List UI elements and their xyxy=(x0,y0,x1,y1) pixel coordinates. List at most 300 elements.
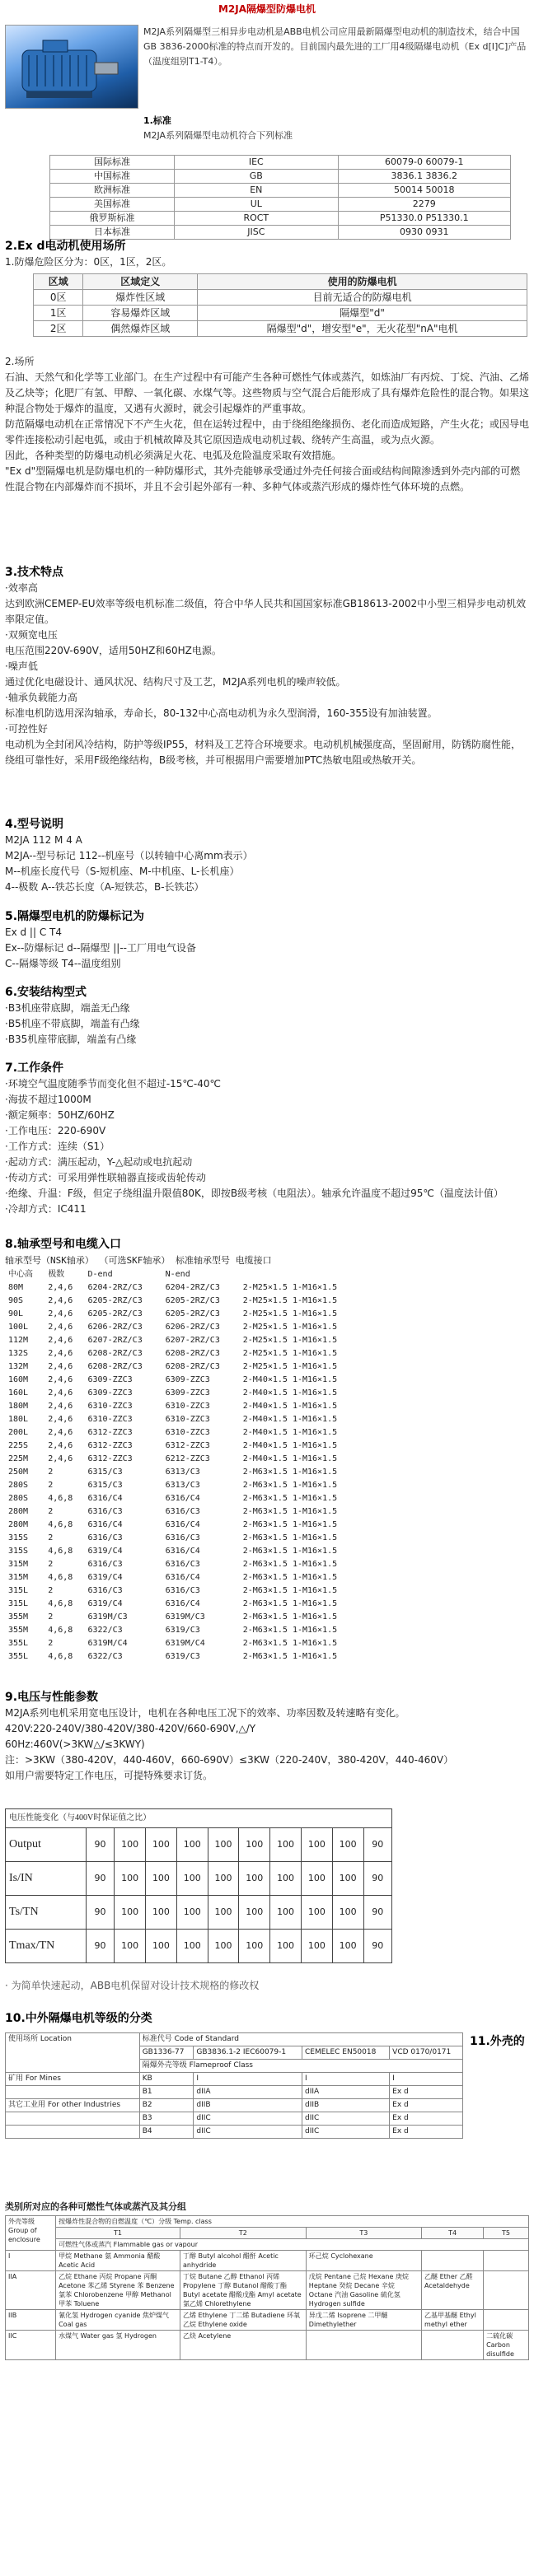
bearing-cell: 2-M63×1.5 1-M16×1.5 xyxy=(242,1481,338,1490)
bearing-row xyxy=(5,1466,368,1479)
zones-cell: 偶然爆炸区域 xyxy=(83,321,198,337)
bearing-cell: 100L xyxy=(8,1323,29,1332)
bearing-cell: 4,6,8 xyxy=(48,1652,73,1661)
standards-cell: 日本标准 xyxy=(50,226,175,240)
bearing-cell: 6206-2RZ/C3 xyxy=(165,1323,220,1332)
perf-intro-line: 如用户需要特定工作电压，可提特殊要求订货。 xyxy=(5,1770,213,1781)
bearing-cell: 2-M63×1.5 1-M16×1.5 xyxy=(242,1560,338,1569)
zc-std-cell: GB3836.1-2 IEC60079-1 xyxy=(194,2046,302,2060)
bearing-cell: 6316/C4 xyxy=(165,1573,200,1582)
bearing-row xyxy=(5,1624,368,1637)
zc-cell: 其它工业用 For other Industries xyxy=(6,2099,140,2112)
temp-title: 类别所对应的各种可燃性气体或蒸汽及其分组 xyxy=(5,2201,186,2212)
bearing-cell: 2 xyxy=(48,1560,54,1569)
zones-cell: 0区 xyxy=(34,290,83,306)
bearing-cell: 2-M40×1.5 1-M16×1.5 xyxy=(242,1375,338,1384)
model-line: M2JA 112 M 4 A xyxy=(5,834,82,846)
bearing-cell: 90L xyxy=(8,1309,24,1318)
standards-row xyxy=(50,156,511,170)
bearing-cell: 2-M63×1.5 1-M16×1.5 xyxy=(242,1652,338,1661)
bearing-cell: 355M xyxy=(8,1626,29,1635)
standards-row xyxy=(50,170,511,184)
perf-value: 100 xyxy=(146,1896,177,1930)
bearing-cell: 4,6,8 xyxy=(48,1520,73,1529)
perf-row-label: Tmax/TN xyxy=(6,1930,87,1963)
zc-cell: I xyxy=(194,2073,302,2086)
standards-cell: 中国标准 xyxy=(50,170,175,184)
standards-cell: 美国标准 xyxy=(50,198,175,212)
tt-cell: 环己烷 Cyclohexane xyxy=(306,2251,421,2271)
tt-cell xyxy=(484,2251,529,2271)
bearing-cell: 2-M63×1.5 1-M16×1.5 xyxy=(242,1507,338,1516)
perf-value: 100 xyxy=(146,1930,177,1963)
perf-value: 100 xyxy=(332,1930,363,1963)
zc-std-cell: GB1336-77 xyxy=(139,2046,194,2060)
work-line: ·额定频率：50HZ/60HZ xyxy=(5,1109,115,1121)
mount-list xyxy=(5,1001,529,1048)
bearing-cell: 2-M25×1.5 1-M16×1.5 xyxy=(242,1296,338,1305)
perf-value: 100 xyxy=(176,1930,208,1963)
bearing-cell: 2-M25×1.5 1-M16×1.5 xyxy=(242,1283,338,1292)
perf-value: 100 xyxy=(239,1896,270,1930)
zc-standard-header: 标准代号 Code of Standard xyxy=(139,2033,462,2046)
zone-class-section xyxy=(5,2009,529,2139)
zones-header-cell: 区域 xyxy=(34,274,83,290)
places-section xyxy=(5,354,529,495)
bearing-cell: 2,4,6 xyxy=(48,1441,73,1450)
mark-list xyxy=(5,925,529,972)
bearing-row xyxy=(5,1637,368,1650)
work-line: ·传动方式：可采用弹性联轴器直接或齿轮传动 xyxy=(5,1172,206,1183)
bearing-cell: 6206-2RZ/C3 xyxy=(87,1323,143,1332)
mark-line: Ex--防爆标记 d--隔爆型 ||--工厂用电气设备 xyxy=(5,942,196,954)
bearing-row xyxy=(5,1479,368,1492)
work-line: ·海拔不超过1000M xyxy=(5,1094,91,1105)
standards-cell: IEC xyxy=(175,156,338,170)
standards-cell: ROCT xyxy=(175,212,338,226)
bearing-row xyxy=(5,1426,368,1440)
bearing-cell: 6315/C3 xyxy=(87,1481,123,1490)
model-section xyxy=(5,817,529,895)
bearing-cell: 132M xyxy=(8,1362,29,1371)
model-list xyxy=(5,833,529,895)
bearing-cell: 6208-2RZ/C3 xyxy=(87,1362,143,1371)
bearing-cell: 6319M/C4 xyxy=(87,1639,128,1648)
perf-row xyxy=(6,1896,392,1930)
motor-photo xyxy=(5,25,138,109)
zones-cell: 目前无适合的防爆电机 xyxy=(198,290,527,306)
zc-location-header: 使用场所 Location xyxy=(6,2033,140,2073)
tech-line: 标准电机防选用深沟轴承，寿命长，80-132中心高电动机为永久型润滑，160-355设有加油装置。 xyxy=(5,707,438,719)
bearing-row xyxy=(5,1374,368,1387)
tt-cell xyxy=(484,2271,529,2310)
bearing-cell: 6312-ZZC3 xyxy=(87,1441,133,1450)
bearing-cell: 6316/C4 xyxy=(87,1494,123,1503)
bearing-cell: 6212-ZZC3 xyxy=(165,1454,210,1463)
bearing-row xyxy=(5,1532,368,1545)
bearing-cell: 2,4,6 xyxy=(48,1375,73,1384)
perf-row-label: Is/IN xyxy=(6,1862,87,1896)
perf-value: 100 xyxy=(176,1862,208,1896)
bearing-cell: 2-M63×1.5 1-M16×1.5 xyxy=(242,1494,338,1503)
bearing-row xyxy=(5,1400,368,1413)
perf-value: 100 xyxy=(176,1828,208,1862)
bearing-cell: 2-M63×1.5 1-M16×1.5 xyxy=(242,1547,338,1556)
bearing-row xyxy=(5,1571,368,1584)
tt-group-header: 外壳等级 Group of enclosure xyxy=(6,2216,56,2251)
perf-value: 100 xyxy=(146,1828,177,1862)
standards-cell: JISC xyxy=(175,226,338,240)
tt-cell: 乙醚 Ether 乙醛 Acetaldehyde xyxy=(422,2271,484,2310)
bearing-cell: 180M xyxy=(8,1402,29,1411)
bearing-cell: 2-M25×1.5 1-M16×1.5 xyxy=(242,1336,338,1345)
perf-value: 90 xyxy=(363,1862,391,1896)
zc-cell xyxy=(6,2126,140,2139)
bearing-cell: 6208-2RZ/C3 xyxy=(87,1349,143,1358)
bearing-cell: 225S xyxy=(8,1441,29,1450)
bearing-cell: 6319/C3 xyxy=(165,1626,200,1635)
zone-class-table xyxy=(5,2032,463,2139)
zc-cell: I xyxy=(302,2073,390,2086)
bearing-cell: 6319/C4 xyxy=(87,1547,123,1556)
bearing-cell: 6205-2RZ/C3 xyxy=(87,1296,143,1305)
bearing-row xyxy=(5,1295,368,1308)
bearing-intro: 轴承型号（NSK轴承） （可选SKF轴承） 标准轴承型号 电缆接口 xyxy=(5,1255,272,1266)
tt-cell: IIA xyxy=(6,2271,56,2310)
standards-heading xyxy=(143,114,529,143)
bearing-cell: 2,4,6 xyxy=(48,1323,73,1332)
tt-cell: 丁醇 Butyl alcohol 醋酐 Acetic anhydride xyxy=(180,2251,306,2271)
perf-value: 100 xyxy=(208,1896,239,1930)
bearing-cell: 6309-ZZC3 xyxy=(165,1388,210,1398)
places-paragraph-2: 防范隔爆电动机在正常情况下不产生火花，但在运转过程中，由于绕组绝缘损伤、老化而造成短路，产生火花；或因导电零件连接松动引起电弧，或由于机械故障及其它原因造成电动机过载、绕转产生高温，或为点火源。 xyxy=(5,418,530,446)
bearing-cell: 2-M40×1.5 1-M16×1.5 xyxy=(242,1388,338,1398)
motor-illustration xyxy=(6,26,138,108)
mount-title: 6.安装结构型式 xyxy=(5,986,87,999)
bearing-cell: 4,6,8 xyxy=(48,1547,73,1556)
section-2-line: 1.防爆危险区分为：0区，1区，2区。 xyxy=(5,256,172,268)
bearing-cell: 2-M40×1.5 1-M16×1.5 xyxy=(242,1415,338,1424)
bearing-cell: 2 xyxy=(48,1533,54,1542)
bearing-cell: 2,4,6 xyxy=(48,1428,73,1437)
bearing-cell: 2,4,6 xyxy=(48,1402,73,1411)
perf-value: 100 xyxy=(146,1862,177,1896)
enclosure-title: 11.外壳的 xyxy=(470,2035,525,2048)
standards-cell: 3836.1 3836.2 xyxy=(338,170,510,184)
perf-value: 100 xyxy=(208,1862,239,1896)
perf-note: · 为简单快速起动，ABB电机保留对设计技术规格的修改权 xyxy=(5,1980,260,1991)
zc-cell: B2 xyxy=(139,2099,194,2112)
bearing-cell: 200L xyxy=(8,1428,29,1437)
perf-row-label: Output xyxy=(6,1828,87,1862)
tt-cell: I xyxy=(6,2251,56,2271)
bearing-cell: 2-M25×1.5 1-M16×1.5 xyxy=(242,1349,338,1358)
zc-cell: Ex d xyxy=(390,2126,463,2139)
bearing-cell: 2-M63×1.5 1-M16×1.5 xyxy=(242,1586,338,1595)
bearing-cell: 315S xyxy=(8,1547,29,1556)
bearing-cell: 6205-2RZ/C3 xyxy=(165,1296,220,1305)
tt-cell xyxy=(422,2251,484,2271)
zones-row xyxy=(34,306,527,321)
bearing-cell: 315L xyxy=(8,1586,29,1595)
intro-paragraph: M2JA系列隔爆型三相异步电动机是ABB电机公司应用最新隔爆型电动机的制造技术，结合中国GB 3836-2000标准的特点而开发的。目前国内最先进的工厂用4级隔爆电动机（Ex d[I]C]产品（温度组别T1-T4）。 xyxy=(143,26,527,67)
zc-cell: KB xyxy=(139,2073,194,2086)
bearing-row xyxy=(5,1519,368,1532)
perf-row xyxy=(6,1930,392,1963)
bearing-row xyxy=(5,1387,368,1400)
bearing-row xyxy=(5,1598,368,1611)
bearing-cell: 6316/C4 xyxy=(165,1520,200,1529)
perf-value: 90 xyxy=(86,1862,114,1896)
perf-value: 100 xyxy=(270,1896,302,1930)
standards-cell: 50014 50018 xyxy=(338,184,510,198)
tt-cell: IIC xyxy=(6,2331,56,2360)
bearing-cell: 6313/C3 xyxy=(165,1468,200,1477)
zones-row xyxy=(34,290,527,306)
bearing-cell: 2-M63×1.5 1-M16×1.5 xyxy=(242,1626,338,1635)
bearing-row xyxy=(5,1584,368,1598)
bearing-cell: 112M xyxy=(8,1336,29,1345)
tech-line: ·可控性好 xyxy=(5,723,48,735)
perf-value: 100 xyxy=(176,1896,208,1930)
standards-cell: 0930 0931 xyxy=(338,226,510,240)
bearing-cell: 2-M25×1.5 1-M16×1.5 xyxy=(242,1362,338,1371)
bearing-cell: 6310-ZZC3 xyxy=(165,1428,210,1437)
tt-row xyxy=(6,2310,529,2331)
bearing-cell: 280M xyxy=(8,1520,29,1529)
tech-line: 电动机为全封闭风冷结构，防护等级IP55，材料及工艺符合环境要求。电动机机械强度高，坚固耐用，防锈防腐性能，绕组可靠性好，采用F级绝缘结构，B级考核，并可根据用户需要增加PTC热敏电阻或热敏开关。 xyxy=(5,739,522,766)
tt-cell: IIB xyxy=(6,2310,56,2331)
perf-row xyxy=(6,1862,392,1896)
perf-value: 100 xyxy=(332,1828,363,1862)
bearing-cell: 225M xyxy=(8,1454,29,1463)
mount-line: ·B35机座带底脚，端盖有凸缘 xyxy=(5,1034,137,1045)
zc-cell: dIIB xyxy=(194,2099,302,2112)
tech-line: 达到欧洲CEMEP-EU效率等级电机标准二级值，符合中华人民共和国国家标准GB18613-2002中小型三相异步电动机效率限定值。 xyxy=(5,598,527,625)
tt-row xyxy=(6,2331,529,2360)
zc-std-cell: VCD 0170/0171 xyxy=(390,2046,463,2060)
standards-table xyxy=(49,155,511,240)
bearing-cell: 2-M63×1.5 1-M16×1.5 xyxy=(242,1599,338,1608)
bearing-cell: 2-M63×1.5 1-M16×1.5 xyxy=(242,1573,338,1582)
bearing-cell: 6316/C4 xyxy=(165,1494,200,1503)
bearing-cell: 132S xyxy=(8,1349,29,1358)
bearing-cell: 6316/C3 xyxy=(87,1560,123,1569)
tt-cell: 氰化氢 Hydrogen cyanide 焦炉煤气 Coal gas xyxy=(56,2310,180,2331)
zone-class-title: 10.中外隔爆电机等级的分类 xyxy=(5,2012,152,2025)
mark-title: 5.隔爆型电机的防爆标记为 xyxy=(5,910,145,923)
bearing-cell: 280S xyxy=(8,1481,29,1490)
mount-section xyxy=(5,985,529,1048)
bearing-cell: 6316/C3 xyxy=(165,1507,200,1516)
bearing-row xyxy=(5,1611,368,1624)
standards-cell: 2279 xyxy=(338,198,510,212)
mount-line: ·B3机座带底脚，端盖无凸缘 xyxy=(5,1002,130,1014)
bearing-cell: 2-M25×1.5 1-M16×1.5 xyxy=(242,1323,338,1332)
perf-intro-line: 注：>3KW（380-420V，440-460V，660-690V）≤3KW（220-240V，380-420V，440-460V） xyxy=(5,1754,454,1766)
perf-value: 100 xyxy=(301,1896,332,1930)
bearing-row xyxy=(5,1453,368,1466)
zones-cell: 1区 xyxy=(34,306,83,321)
bearing-cell: 280M xyxy=(8,1507,29,1516)
perf-value: 90 xyxy=(363,1930,391,1963)
standards-row xyxy=(50,198,511,212)
zc-cell: dIIA xyxy=(302,2086,390,2099)
bearing-row xyxy=(5,1413,368,1426)
perf-value: 100 xyxy=(332,1896,363,1930)
perf-row xyxy=(6,1828,392,1862)
bearing-cell: 6319M/C3 xyxy=(87,1612,128,1622)
bearing-cell: 2 xyxy=(48,1612,54,1622)
perf-value: 100 xyxy=(239,1930,270,1963)
perf-header-row xyxy=(6,1809,392,1828)
tt-temp-header: T2 xyxy=(180,2228,306,2239)
bearing-cell: 6208-2RZ/C3 xyxy=(165,1362,220,1371)
tt-cell: 戊烷 Pentane 己烷 Hexane 庚烷 Heptane 癸烷 Decane 辛烷 Octane 汽油 Gasoline 硫化氢 Hydrogen sulfide xyxy=(306,2271,421,2310)
perf-value: 90 xyxy=(86,1896,114,1930)
work-title: 7.工作条件 xyxy=(5,1062,64,1075)
bearing-cell: 2,4,6 xyxy=(48,1309,73,1318)
zones-row xyxy=(34,321,527,337)
tt-sub2-row xyxy=(6,2239,529,2251)
tech-section xyxy=(5,565,529,768)
perf-value: 100 xyxy=(332,1862,363,1896)
perf-intro-line: M2JA系列电机采用宽电压设计，电机在各种电压工况下的效率、功率因数及转速略有变化。 xyxy=(5,1707,405,1719)
tt-cell xyxy=(422,2331,484,2360)
tt-temp-header: T1 xyxy=(56,2228,180,2239)
zc-cell: Ex d xyxy=(390,2086,463,2099)
zc-row xyxy=(6,2086,463,2099)
bearing-cell: 6309-ZZC3 xyxy=(87,1388,133,1398)
bearing-cell: 2,4,6 xyxy=(48,1349,73,1358)
tech-line: ·噪声低 xyxy=(5,660,38,672)
bearing-cell: 6310-ZZC3 xyxy=(165,1402,210,1411)
zc-cell xyxy=(6,2086,140,2099)
model-line: M2JA--型号标记 112--机座号（以转轴中心离mm表示） xyxy=(5,850,253,861)
bearing-cell: 6313/C3 xyxy=(165,1481,200,1490)
tech-line: ·效率高 xyxy=(5,582,38,594)
tt-cell: 乙炔 Acetylene xyxy=(180,2331,306,2360)
bearing-cell: 315L xyxy=(8,1599,29,1608)
bearing-cell: 2-M40×1.5 1-M16×1.5 xyxy=(242,1402,338,1411)
standards-row xyxy=(50,226,511,240)
bearing-cell: 2 xyxy=(48,1481,54,1490)
bearing-cell: 2,4,6 xyxy=(48,1388,73,1398)
section-2 xyxy=(5,239,529,270)
bearing-cell: 355L xyxy=(8,1639,29,1648)
places-paragraph-1: 石油、天然气和化学等工业部门。在生产过程中有可能产生各种可燃性气体或蒸汽，如炼油厂有丙烷、丁烷、汽油、乙烯及乙炔等；化肥厂有氢、甲醇、一氧化碳、水煤气等。这些物质与空气混合后能形成了具有爆炸危险性的混合物。如果这种混合物处于爆炸的温度，又遇有火源时，就会引起爆炸的严重事故。 xyxy=(5,371,530,414)
zc-std-cell: CEMELEC EN50018 xyxy=(302,2046,390,2060)
tt-cell: 异戊二烯 Isoprene 二甲醚 Dimethylether xyxy=(306,2310,421,2331)
bearing-cell: 250M xyxy=(8,1468,29,1477)
standards-row xyxy=(50,184,511,198)
bearing-cell: 6205-2RZ/C3 xyxy=(87,1309,143,1318)
tt-cell: 乙基甲基醚 Ethyl methyl ether xyxy=(422,2310,484,2331)
bearing-cell: 2,4,6 xyxy=(48,1336,73,1345)
tech-line: 电压范围220V-690V，适用50HZ和60HZ电源。 xyxy=(5,645,222,656)
bearing-cell: 2-M63×1.5 1-M16×1.5 xyxy=(242,1612,338,1622)
bearing-row xyxy=(5,1440,368,1453)
tt-row xyxy=(6,2271,529,2310)
tech-line: ·双频宽电压 xyxy=(5,629,58,641)
bearing-header-cell: 中心高 xyxy=(8,1270,33,1279)
bearing-cell: 2,4,6 xyxy=(48,1415,73,1424)
zc-cell: dIIC xyxy=(194,2126,302,2139)
tt-cell: 丁烷 Butane 乙醇 Ethanol 丙烯 Propylene 丁醇 Butanol 醋酸丁酯 Butyl acetate 醋酸戊酯 Amyl acetate 氯乙烯 Chlorethylene xyxy=(180,2271,306,2310)
bearing-cell: 355M xyxy=(8,1612,29,1622)
bearing-cell: 6309-ZZC3 xyxy=(165,1375,210,1384)
bearing-table xyxy=(5,1268,368,1664)
bearing-cell: 6316/C4 xyxy=(87,1520,123,1529)
zones-cell: 隔爆型"d" xyxy=(198,306,527,321)
bearing-cell: 2-M40×1.5 1-M16×1.5 xyxy=(242,1454,338,1463)
zones-cell: 2区 xyxy=(34,321,83,337)
bearing-cell: 4,6,8 xyxy=(48,1494,73,1503)
bearing-cell: 2-M63×1.5 1-M16×1.5 xyxy=(242,1520,338,1529)
bearing-cell: 4,6,8 xyxy=(48,1626,73,1635)
page-title: M2JA隔爆型防爆电机 xyxy=(218,3,316,15)
bearing-cell: 6310-ZZC3 xyxy=(87,1402,133,1411)
zc-cell: B1 xyxy=(139,2086,194,2099)
bearing-cell: 2,4,6 xyxy=(48,1283,73,1292)
model-title: 4.型号说明 xyxy=(5,818,64,831)
bearing-row xyxy=(5,1321,368,1334)
bearing-cell: 280S xyxy=(8,1494,29,1503)
bearing-cell: 160L xyxy=(8,1388,29,1398)
bearing-row xyxy=(5,1505,368,1519)
bearing-cell: 2 xyxy=(48,1507,54,1516)
bearing-cell: 4,6,8 xyxy=(48,1599,73,1608)
standards-cell: 欧洲标准 xyxy=(50,184,175,198)
bearing-cell: 6322/C3 xyxy=(87,1652,123,1661)
bearing-cell: 6309-ZZC3 xyxy=(87,1375,133,1384)
perf-row-label: Ts/TN xyxy=(6,1896,87,1930)
bearing-cell: 2 xyxy=(48,1639,54,1648)
temp-class-table xyxy=(5,2215,529,2360)
bearing-cell: 6319M/C4 xyxy=(165,1639,205,1648)
bearing-header-cell xyxy=(240,1268,368,1281)
zc-cell: 矿用 For Mines xyxy=(6,2073,140,2086)
tt-cell: 甲烷 Methane 氨 Ammonia 醋酸 Acetic Acid xyxy=(56,2251,180,2271)
bearing-cell: 6316/C3 xyxy=(165,1586,200,1595)
tt-temp-header: T3 xyxy=(306,2228,421,2239)
bearing-cell: 6316/C3 xyxy=(87,1586,123,1595)
zc-header-row xyxy=(6,2033,463,2046)
perf-value: 100 xyxy=(301,1828,332,1862)
bearing-cell: 6316/C3 xyxy=(165,1533,200,1542)
bearing-cell: 6316/C3 xyxy=(165,1560,200,1569)
bearing-section xyxy=(5,1237,529,1268)
tt-temp-header: T5 xyxy=(484,2228,529,2239)
tech-line: ·轴承负载能力高 xyxy=(5,692,77,703)
tt-cell: 二硫化碳 Carbon disulfide xyxy=(484,2331,529,2360)
standards-cell: 60079-0 60079-1 xyxy=(338,156,510,170)
bearing-cell: 2-M25×1.5 1-M16×1.5 xyxy=(242,1309,338,1318)
bearing-cell: 6312-ZZC3 xyxy=(165,1441,210,1450)
standards-cell: P51330.0 P51330.1 xyxy=(338,212,510,226)
bearing-cell: 315M xyxy=(8,1560,29,1569)
work-line: ·起动方式：满压起动，Y-△起动或电抗起动 xyxy=(5,1156,193,1168)
perf-header-cell: 电压性能变化（与400V时保证值之比） xyxy=(6,1809,392,1828)
bearing-cell: 315M xyxy=(8,1573,29,1582)
bearing-cell: 315S xyxy=(8,1533,29,1542)
perf-value: 100 xyxy=(239,1862,270,1896)
bearing-cell: 2-M63×1.5 1-M16×1.5 xyxy=(242,1468,338,1477)
bearing-cell: 80M xyxy=(8,1283,24,1292)
model-line: M--机座长度代号（S-短机座、M-中机座、L-长机座） xyxy=(5,866,240,877)
zc-cell: B4 xyxy=(139,2126,194,2139)
mount-line: ·B5机座不带底脚，端盖有凸缘 xyxy=(5,1018,140,1029)
